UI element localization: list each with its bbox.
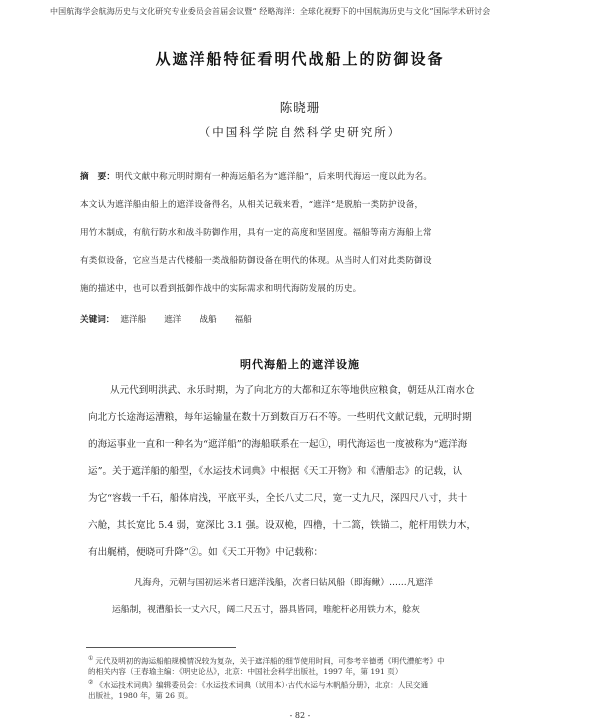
keywords	[80, 313, 270, 325]
author-name: 陈晓珊	[279, 100, 321, 115]
abstract-line: 本文认为遮洋船由船上的遮洋设备得名，从相关记载来看，“遮洋”是脱胎一类防护设备，	[80, 200, 424, 210]
footnote-marker: ②	[88, 679, 94, 686]
footnote-text: 《水运技术词典》编辑委员会：《水运技术词典（试用本）·古代水运与木帆船分册》，北京：人民交通	[95, 680, 429, 690]
body-line: 的海运事业一直和一种名为“遮洋船”的海船联系在一起①，明代海运也一度被称为“遮洋海	[88, 439, 468, 450]
body-line: 向北方长途海运漕粮，每年运输量在数十万到数百万石不等。一些明代文献记载，元明时期	[88, 412, 472, 423]
footnote-line	[88, 655, 445, 667]
footnote-divider	[86, 647, 236, 648]
footnote-line: 的相关内容（王春瑜主编：《明史论丛》，北京：中国社会科学出版社，1997 年，第 191 页）	[88, 667, 403, 676]
body-line: 从元代到明洪武、永乐时期，为了向北方的大都和辽东等地供应粮食，朝廷从江南水仓	[110, 385, 475, 396]
abstract-line: 施的描述中，也可以看到抵御作战中的实际需求和明代海防发展的历史。	[80, 284, 362, 294]
quote-line: 运船制，视漕船长一丈六尺，阔二尺五寸，器具皆同，唯舵杆必用铁力木，艌灰	[112, 605, 420, 615]
running-header: 中国航海学会航海历史与文化研究专业委员会首届会议暨“ 经略海洋：全球化视野下的中国航海历史与文化”国际学术研讨会	[50, 7, 491, 16]
footnote-line	[88, 679, 428, 691]
keyword: 遮洋	[164, 315, 182, 325]
keyword: 福船	[234, 315, 252, 325]
keywords-label: 关键词：	[80, 315, 115, 325]
page-number: - 82 -	[289, 711, 311, 720]
keyword: 战船	[199, 315, 217, 325]
footnote-text: 元代及明初的海运船舶规模情况较为复杂，关于遮洋船的细节使用时间，可参考辛德勇《明代漕舵考》中	[95, 656, 445, 666]
footnote-line: 出版社，1980 年，第 26 页。	[88, 691, 193, 700]
body-line: 为它“容载一千石，船体肩浅，平底平头，全长八丈二尺，宽一丈九尺，深四尺八寸，共十	[88, 493, 468, 504]
author-affiliation: （中国科学院自然科学史研究所）	[198, 125, 402, 139]
abstract-line	[80, 170, 432, 182]
quote-line: 凡海舟，元朝与国初运米者曰遮洋浅船，次者曰钻风船（即海鳅）……凡遮洋	[134, 578, 434, 588]
abstract-text: 明代文献中称元明时期有一种海运船名为“遮洋船”，后来明代海运一度以此为名。	[115, 172, 433, 182]
abstract-label: 摘 要：	[80, 172, 116, 182]
section-heading: 明代海船上的遮洋设施	[240, 358, 360, 371]
body-line: 六舱，其长宽比 5.4 弱，宽深比 3.1 强。设双桅，四橹，十二篙，铁锚二，舵杆用铁力木，	[88, 520, 477, 531]
abstract-line: 有类似设备，它应当是古代楼船一类战船防御设备在明代的体现。从当时人们对此类防御设	[80, 256, 432, 266]
paper-title: 从遮洋船特征看明代战船上的防御设备	[155, 50, 445, 68]
body-line: 有出艉梢，便晓可升降”②。如《天工开物》中记载称：	[88, 547, 324, 558]
body-line: 运”。关于遮洋船的船型，《水运技术词典》中根据《天工开物》和《漕船志》的记载，认	[88, 466, 463, 477]
keyword: 遮洋船	[120, 315, 147, 325]
footnote-marker: ①	[88, 655, 94, 662]
abstract-line: 用竹木制成，有航行防水和战斗防御作用，具有一定的高度和坚固度。福船等南方海船上常	[80, 228, 432, 238]
